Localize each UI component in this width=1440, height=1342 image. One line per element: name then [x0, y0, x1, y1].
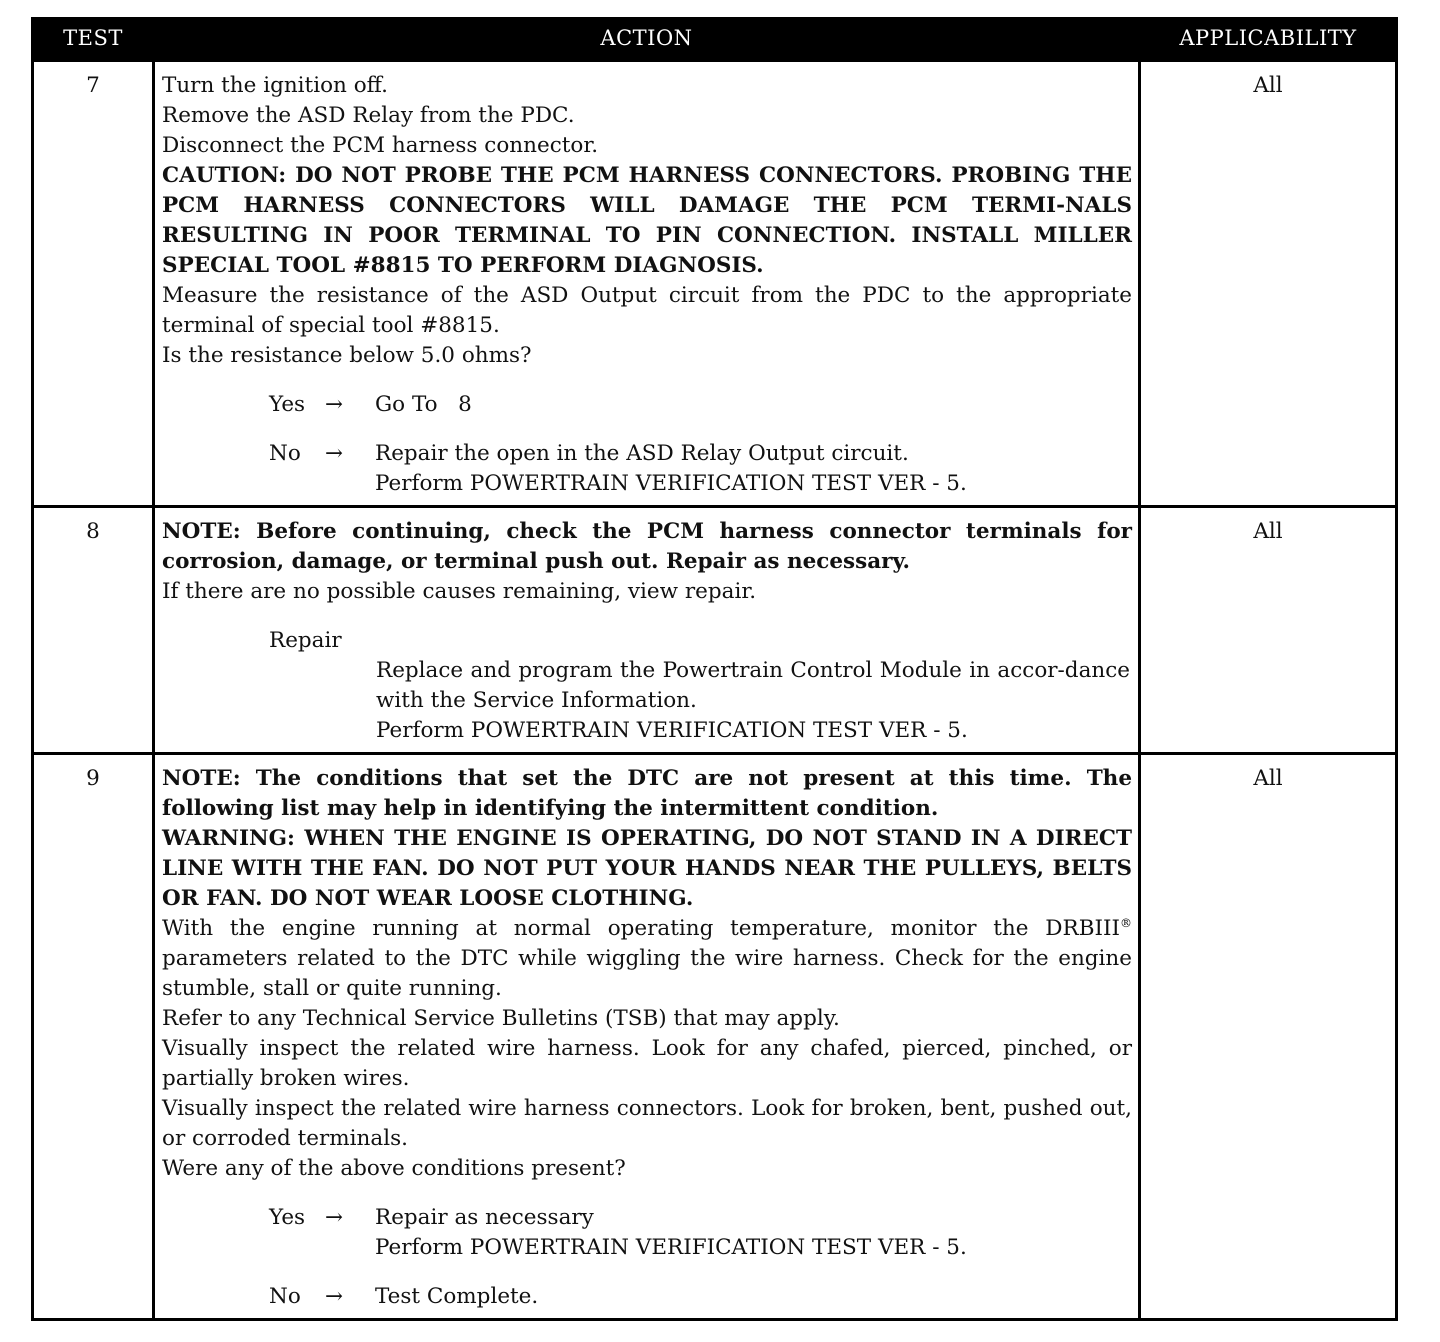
note-text: NOTE: The conditions that set the DTC are not present at this time. The following list may help in identifying the intermittent condition. — [162, 766, 1132, 821]
no-branch — [162, 439, 1132, 499]
right-arrow-icon: → — [325, 1284, 344, 1309]
no-text: Repair the open in the ASD Relay Output circuit. — [375, 441, 909, 466]
step-text: Visually inspect the related wire harness. Look for any chafed, pierced, pinched, or partially broken wires. — [162, 1036, 1132, 1091]
step-text: Turn the ignition off. — [162, 73, 388, 98]
test-number: 7 — [33, 61, 154, 507]
no-label: No — [269, 1284, 301, 1309]
monitor-text: With the engine running at normal operating temperature, monitor the DRBIII® parameters related to the DTC while wiggling the wire harness. Check for the engine stumble, stall or quite running. — [162, 915, 1132, 1001]
verification-text: Perform POWERTRAIN VERIFICATION TEST VER - 5. — [376, 718, 968, 743]
test-number: 8 — [33, 507, 154, 754]
action-cell — [154, 61, 1140, 507]
right-arrow-icon: → — [325, 1205, 344, 1230]
verification-text: Perform POWERTRAIN VERIFICATION TEST VER - 5. — [375, 1235, 967, 1260]
step-text: Remove the ASD Relay from the PDC. — [162, 103, 575, 128]
registered-mark: ® — [1120, 915, 1132, 930]
no-branch — [162, 1282, 1132, 1312]
verification-text: Perform POWERTRAIN VERIFICATION TEST VER - 5. — [375, 471, 967, 496]
step-text: Disconnect the PCM harness connector. — [162, 133, 599, 158]
repair-text: Replace and program the Powertrain Control Module in accor-dance with the Service Information. — [376, 658, 1130, 713]
yes-label: Yes — [269, 392, 306, 417]
action-cell — [154, 507, 1140, 754]
no-label: No — [269, 441, 301, 466]
yes-branch — [162, 1203, 1132, 1263]
yes-text: Repair as necessary — [375, 1205, 594, 1230]
repair-body — [376, 656, 1130, 746]
diagnostic-test-table — [31, 17, 1398, 1321]
applicability-value: All — [1140, 507, 1397, 754]
step-text: Visually inspect the related wire harness connectors. Look for broken, bent, pushed out, or corroded terminals. — [162, 1096, 1132, 1151]
step-text: If there are no possible causes remaining, view repair. — [162, 579, 757, 604]
header-action: ACTION — [154, 17, 1140, 61]
header-test: TEST — [33, 17, 154, 61]
step-text: Refer to any Technical Service Bulletins (TSB) that may apply. — [162, 1006, 840, 1031]
right-arrow-icon: → — [325, 392, 344, 417]
applicability-value: All — [1140, 61, 1397, 507]
applicability-value: All — [1140, 754, 1397, 1320]
table-row — [33, 61, 1397, 507]
yes-text: Go To 8 — [375, 392, 472, 417]
action-cell — [154, 754, 1140, 1320]
no-text: Test Complete. — [375, 1284, 539, 1309]
yes-branch — [162, 390, 1132, 420]
test-number: 9 — [33, 754, 154, 1320]
table-row — [33, 754, 1397, 1320]
repair-label: Repair — [269, 628, 342, 653]
table-row — [33, 507, 1397, 754]
question-text: Is the resistance below 5.0 ohms? — [162, 343, 532, 368]
note-text: NOTE: Before continuing, check the PCM harness connector terminals for corrosion, damage, or terminal push out. Repair as necessary. — [162, 519, 1132, 574]
yes-label: Yes — [269, 1205, 306, 1230]
caution-text: CAUTION: DO NOT PROBE THE PCM HARNESS CONNECTORS. PROBING THE PCM HARNESS CONNECTORS WILL DAMAGE THE PCM TERMI-NALS RESULTING IN POOR TERMINAL TO PIN CONNECTION. INSTALL MILLER SPECIAL TOOL #8815 TO PERFORM DIAGNOSIS. — [162, 163, 1132, 278]
right-arrow-icon: → — [325, 441, 344, 466]
question-text: Were any of the above conditions present? — [162, 1156, 626, 1181]
header-applicability: APPLICABILITY — [1140, 17, 1397, 61]
measure-text: Measure the resistance of the ASD Output circuit from the PDC to the appropriate terminal of special tool #8815. — [162, 283, 1132, 338]
table-header-row — [33, 17, 1397, 61]
warning-text: WARNING: WHEN THE ENGINE IS OPERATING, DO NOT STAND IN A DIRECT LINE WITH THE FAN. DO NOT PUT YOUR HANDS NEAR THE PULLEYS, BELTS OR FAN. DO NOT WEAR LOOSE CLOTHING. — [162, 826, 1132, 911]
